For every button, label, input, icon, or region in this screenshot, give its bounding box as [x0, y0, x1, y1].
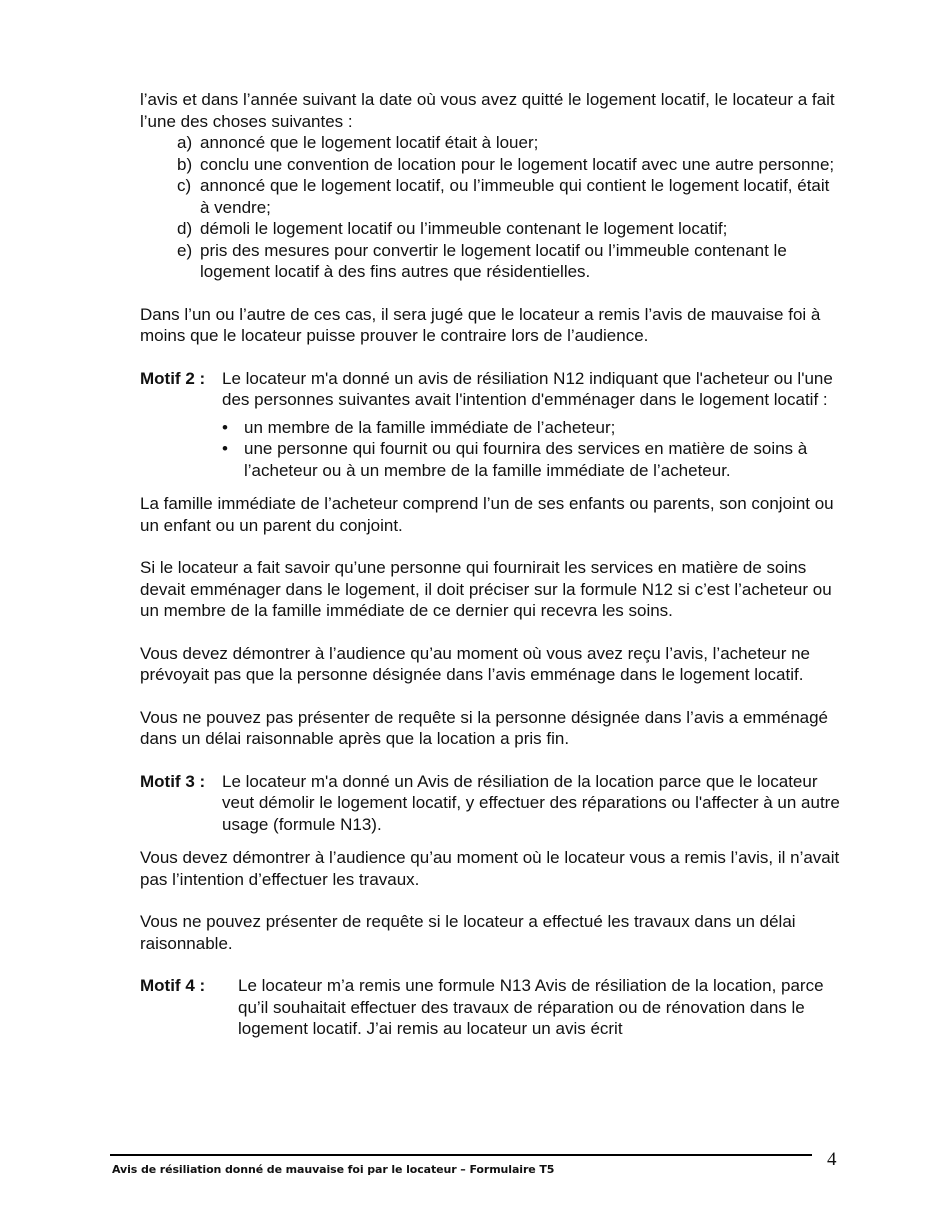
- motif-4-text: Le locateur m’a remis une formule N13 Avis de résiliation de la location, parce qu’il souhaitait effectuer des travaux de réparation ou de rénovation dans le logement locatif. J’ai remis au locateur un avis écrit: [238, 976, 824, 1038]
- motif-2-bullets: [222, 417, 840, 482]
- list-item: [222, 438, 840, 481]
- list-marker: a): [177, 133, 193, 152]
- bad-faith-conclusion: Dans l’un ou l’autre de ces cas, il sera jugé que le locateur a remis l’avis de mauvaise foi à moins que le locateur puisse prouver le contraire lors de l’audience.: [140, 304, 821, 345]
- bullet-text: un membre de la famille immédiate de l’acheteur;: [244, 417, 616, 437]
- bullet-text: une personne qui fournit ou qui fournira des services en matière de soins à l’acheteur ou à un membre de la famille immédiate de l’acheteur.: [244, 439, 808, 480]
- motif-4-body: [238, 975, 840, 1040]
- list-marker: b): [177, 154, 193, 174]
- footer-divider: [110, 1154, 812, 1156]
- motif-3-body: [222, 771, 840, 836]
- motif-2-section: [140, 368, 840, 482]
- motif-4-label: Motif 4 :: [140, 976, 206, 995]
- motif-2-text: Le locateur m'a donné un avis de résiliation N12 indiquant que l'acheteur ou l'une des personnes suivantes avait l'intention d'emménager dans le logement locatif :: [222, 368, 833, 409]
- list-marker: d): [177, 219, 193, 238]
- conditions-list: [140, 132, 840, 283]
- motif-2-label: Motif 2 :: [140, 368, 206, 388]
- list-item: [222, 417, 840, 439]
- motif-2-paragraph-demonstrate: Vous devez démontrer à l’audience qu’au moment où vous avez reçu l’avis, l’acheteur ne prévoyait pas que la personne désignée dans l’avis emménage dans le logement locatif.: [140, 643, 810, 684]
- list-marker: e): [177, 240, 193, 260]
- list-item-text: démoli le logement locatif ou l’immeuble contenant le logement locatif;: [200, 219, 728, 238]
- list-item-text: annoncé que le logement locatif était à louer;: [200, 133, 539, 152]
- document-body: [140, 89, 840, 1040]
- motif-3-paragraph-no-application: Vous ne pouvez présenter de requête si le locateur a effectué les travaux dans un délai raisonnable.: [140, 912, 796, 953]
- list-marker: c): [177, 176, 192, 195]
- list-item-text: conclu une convention de location pour le logement locatif avec une autre personne;: [200, 154, 835, 174]
- list-item-text: annoncé que le logement locatif, ou l’immeuble qui contient le logement locatif, était à vendre;: [200, 176, 830, 217]
- list-item: [177, 240, 840, 283]
- motif-2-body: [222, 368, 840, 482]
- list-item: [177, 218, 840, 240]
- motif-4-section: [140, 975, 840, 1040]
- motif-3-text: Le locateur m'a donné un Avis de résiliation de la location parce que le locateur veut démolir le logement locatif, y effectuer des réparations ou l'affecter à un autre usage (formule N13).: [222, 771, 840, 834]
- motif-3-paragraph-demonstrate: Vous devez démontrer à l’audience qu’au moment où le locateur vous a remis l’avis, il n’avait pas l’intention d’effectuer les travaux.: [140, 848, 840, 889]
- footer-title: Avis de résiliation donné de mauvaise foi par le locateur – Formulaire T5: [112, 1163, 555, 1176]
- motif-3-label: Motif 3 :: [140, 771, 206, 791]
- list-item: [177, 154, 840, 176]
- motif-2-paragraph-no-application: Vous ne pouvez pas présenter de requête si la personne désignée dans l’avis a emménagé dans un délai raisonnable après que la location a pris fin.: [140, 707, 829, 748]
- motif-2-paragraph-care: Si le locateur a fait savoir qu’une personne qui fournirait les services en matière de soins devait emménager dans le logement, il doit préciser sur la formule N12 si c’est l’acheteur ou un membre de la famille immédiate de ce dernier qui recevra les soins.: [140, 558, 832, 620]
- motif-2-paragraph-family: La famille immédiate de l’acheteur comprend l’un de ses enfants ou parents, son conjoint ou un enfant ou un parent du conjoint.: [140, 494, 834, 535]
- page-number: 4: [827, 1149, 837, 1170]
- intro-paragraph: l’avis et dans l’année suivant la date où vous avez quitté le logement locatif, le locateur a fait l’une des choses suivantes :: [140, 90, 835, 131]
- list-item: [177, 175, 840, 218]
- motif-3-section: [140, 771, 840, 836]
- bullet-icon: •: [222, 439, 228, 458]
- list-item-text: pris des mesures pour convertir le logement locatif ou l’immeuble contenant le logement locatif à des fins autres que résidentielles.: [200, 240, 787, 281]
- bullet-icon: •: [222, 417, 228, 437]
- list-item: [177, 132, 840, 154]
